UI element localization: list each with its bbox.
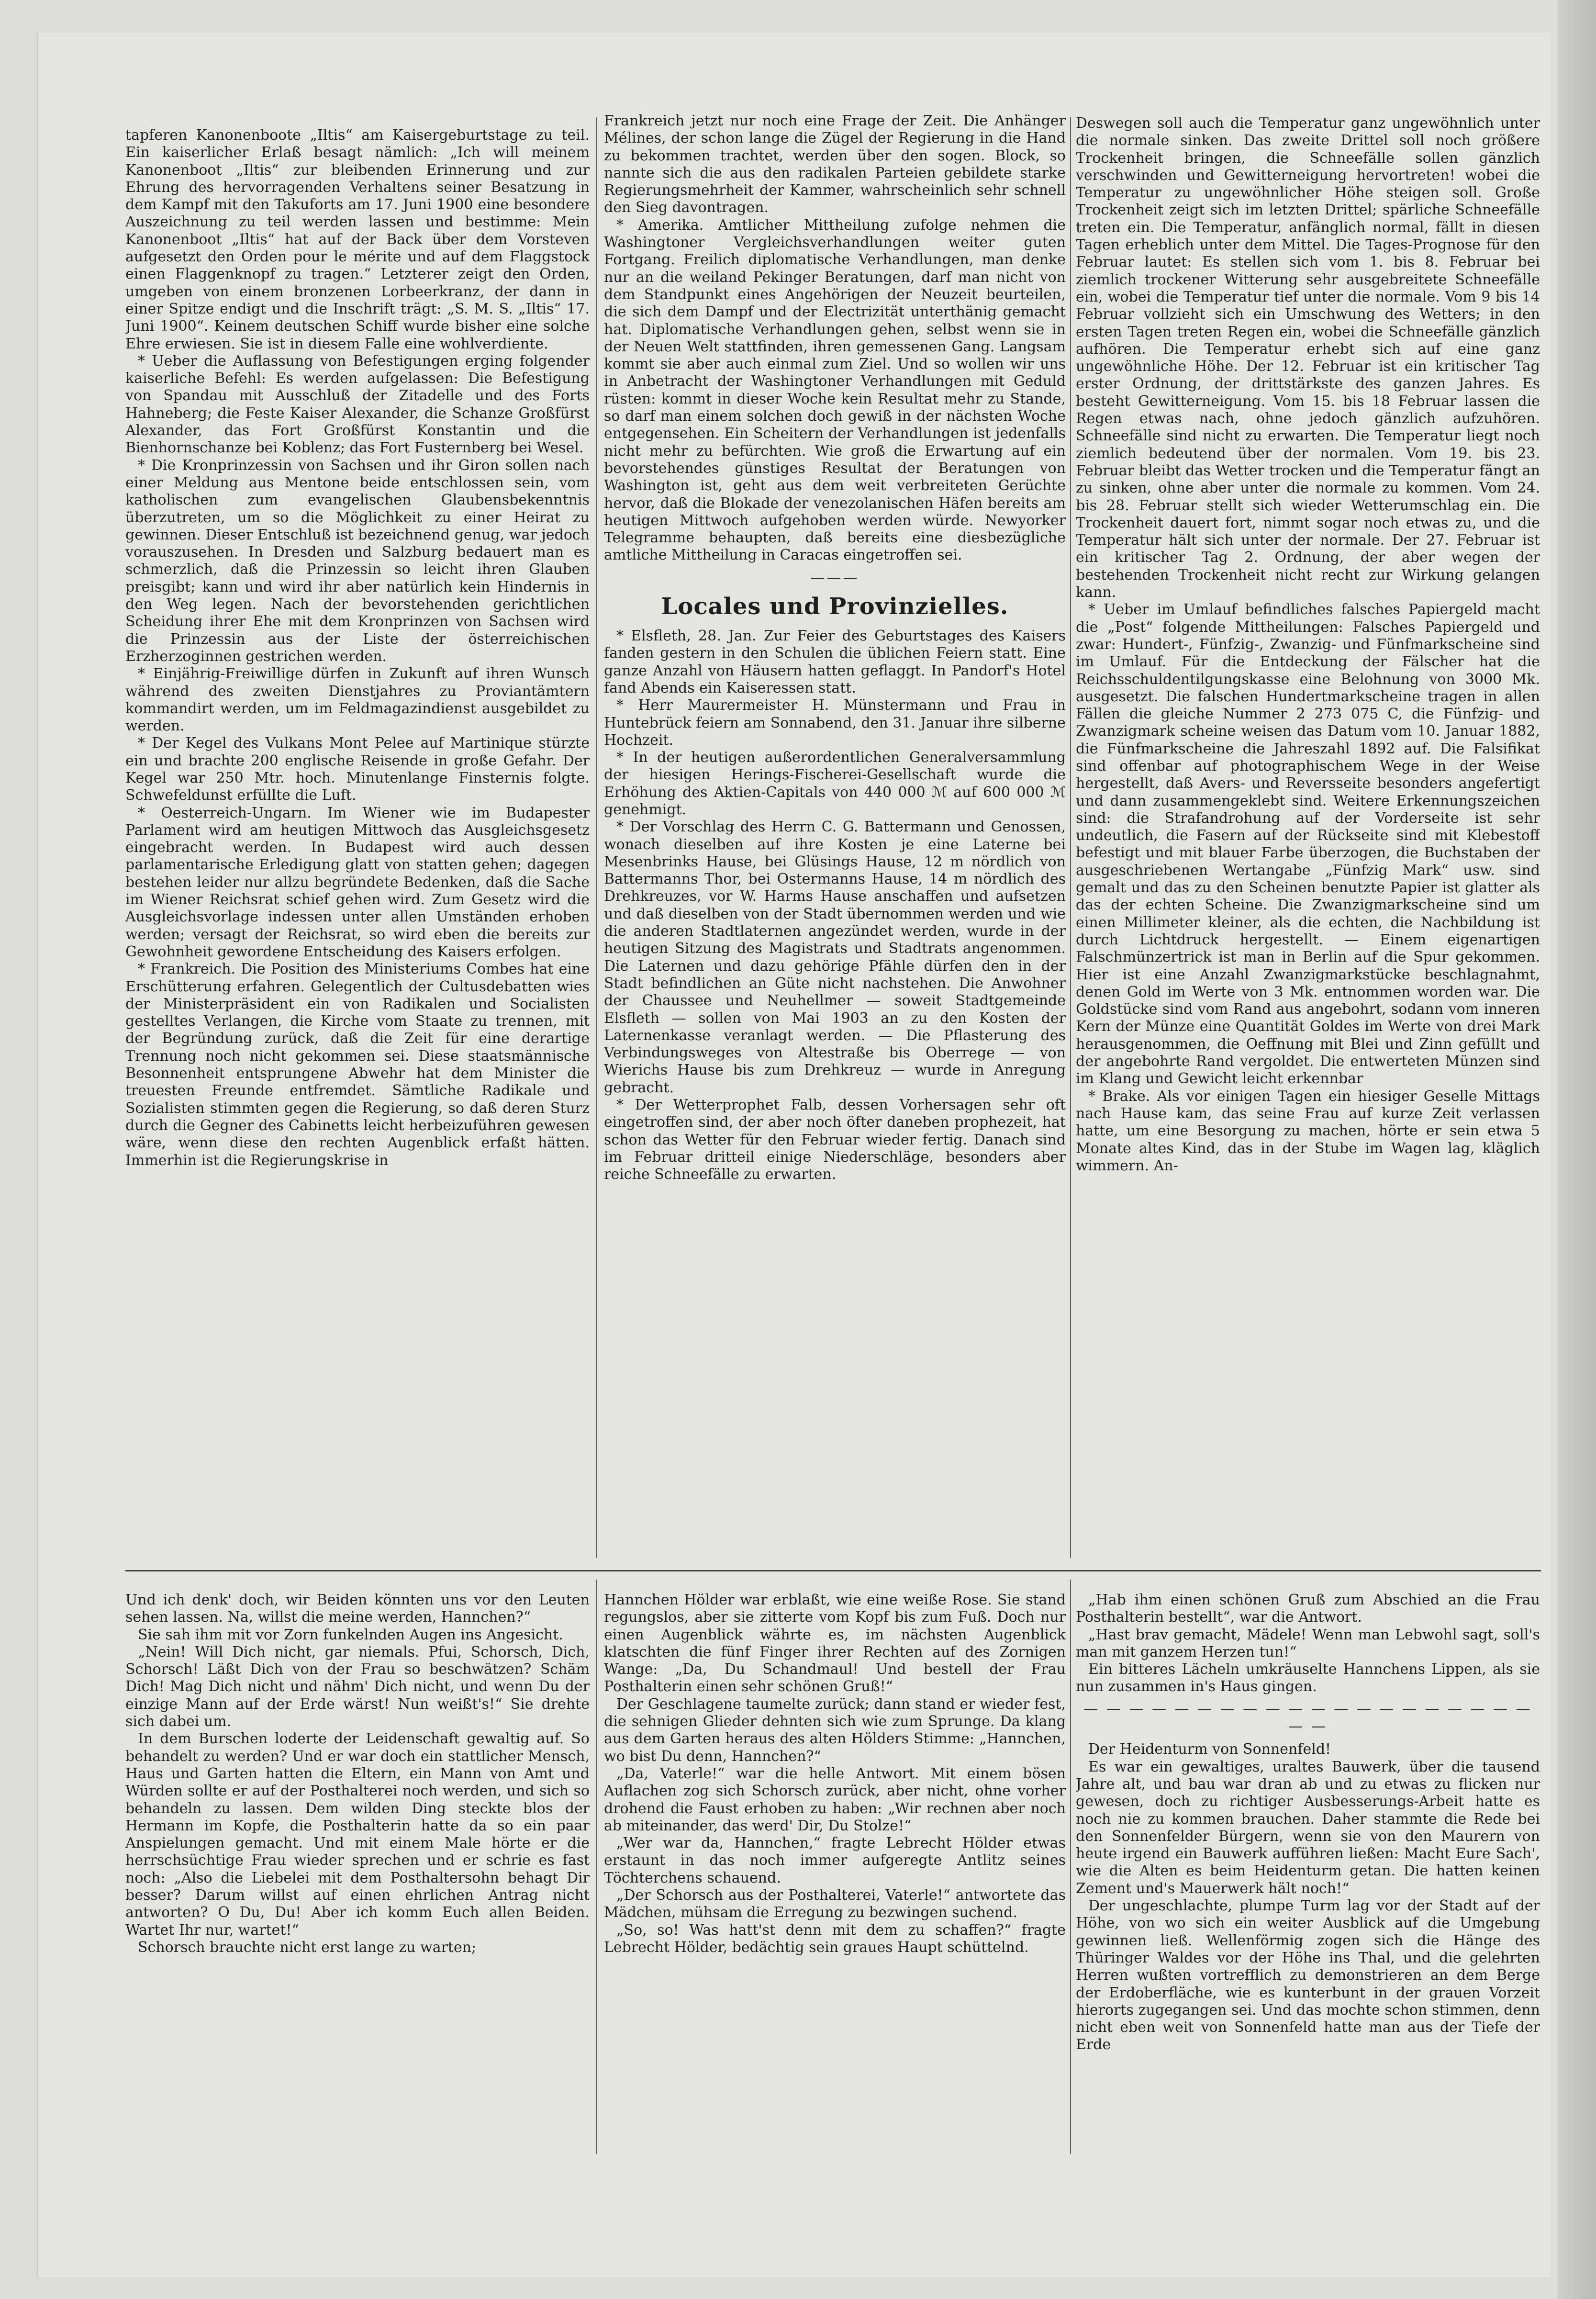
column-rule-2 <box>1070 117 1071 1558</box>
article-falb-wetter: * Der Wetterprophet Falb, dessen Vorhersagen sehr oft eingetroffen sind, der aber noch öfter daneben prophezeit, hat schon das Wetter für den Februar wieder fertig. Danach sind im Februar dritteil einige Niederschläge, besonders aber reiche Schneefälle zu erwarten. <box>604 1097 1066 1183</box>
article-heringsfischerei: * In der heutigen außerordentlichen Generalversammlung der hiesigen Herings-Fischerei-Gesellschaft wurde die Erhöhung des Aktien-Capitals von 440 000 ℳ auf 600 000 ℳ genehmigt. <box>604 749 1066 818</box>
story-paragraph: „Da, Vaterle!“ war die helle Antwort. Mit einem bösen Auflachen zog sich Schorsch zurück, aber nicht, ohne vorher drohend die Faust erhoben zu haben: „Wir rechnen aber noch ab miteinander, das werd' Dir, Du Stolze!“ <box>604 1765 1066 1834</box>
article-iltis: tapferen Kanonenboote „Iltis“ am Kaisergeburtstage zu teil. Ein kaiserlicher Erlaß besagt nämlich: „Ich will meinem Kanonenboot „Iltis“ zur bleibenden Erinnerung und zur Ehrung des hervorragenden Verhaltens seiner Besatzung in dem Kampf mit den Takuforts am 17. Juni 1900 eine besondere Auszeichnung zu teil werden lassen und bestimme: Mein Kanonenboot „Iltis“ hat auf der Back über dem Vorsteven aufgesetzt den Orden pour le mérite und auf dem Flaggstock einen Flaggenknopf zu tragen.“ Letzterer zeigt den Orden, umgeben von einem bronzenen Lorbeerkranz, der dann in einer Spitze endigt und die Inschrift trägt: „S. M. S. „Iltis“ 17. Juni 1900“. Keinem deutschen Schiff wurde bisher eine solche Ehre erwiesen. Sie ist in diesem Falle eine wohlverdiente. <box>125 127 590 352</box>
story-paragraph: Es war ein gewaltiges, uraltes Bauwerk, über die tausend Jahre alt, und bau war dran ab und zu etwas zu flicken nur gewesen, doch zu richtiger Ausbesserungs-Arbeit hatte es noch nie zu kommen brauchen. Daher stammte die Rede bei den Sonnenfelder Bürgern, wenn sie von den Maurern von heute irgend ein Bauwerk aufführen ließen: Macht Eure Sach', wie die Alten es beim Heidenturm getan. Die hatten keinen Zement und's Mauerwerk hält noch!“ <box>1076 1758 1540 1897</box>
feuilleton-column-3 <box>1076 1592 1540 2147</box>
top-column-1 <box>125 127 590 1560</box>
story-paragraph: Der ungeschlachte, plumpe Turm lag vor der Stadt auf der Höhe, von wo sich ein weiter Ausblick auf die Umgebung gewinnen ließ. Wellenförmig zogen sich die Hänge des Thüringer Waldes vor der Höhe ins Thal, und die gelehrten Herren wußten vortrefflich zu demonstrieren an dem Berge der Erdoberfläche, wie es kunterbunt in der grauen Vorzeit hierorts zugegangen sei. Und das mochte schon stimmen, denn nicht eben weit von Sonnenfeld hatte man aus der Tiefe der Erde <box>1076 1897 1540 2053</box>
article-laternen: * Der Vorschlag des Herrn C. G. Battermann und Genossen, wonach dieselben auf ihre Kosten je eine Laterne bei Mesenbrinks Hause, bei Glüsings Hause, 12 m nördlich von Battermanns Thor, bei Ostermanns Hause, 14 m nördlich des Drehkreuzes, vor W. Harms Hause anschaffen und aufsetzen und daß dieselben von der Stadt übernommen werden und wie die anderen Stadtlaternen angezündet werden, wurde in der heutigen Sitzung des Magistrats und Stadtrats angenommen. Die Laternen und dazu gehörige Pfähle dürfen den in der Stadt befindlichen an Güte nicht nachstehen. Die Anwohner der Chaussee und Neuhellmer — soweit Stadtgemeinde Elsfleth — sollen von Mai 1903 an zu den Kosten der Laternenkasse veranlagt werden. — Die Pflasterung des Verbindungsweges von Altestraße bis Oberrege — von Wierichs Hause bis zum Drehkreuz — wurde in Anregung gebracht. <box>604 819 1066 1096</box>
column-rule-1 <box>596 117 597 1558</box>
top-column-2 <box>604 112 1066 1560</box>
top-column-3 <box>1076 115 1540 1560</box>
story-separator: — — — — — — — — — — — — — — — — — — — — — — <box>1083 1700 1532 1735</box>
section-separator: ——— <box>810 569 859 586</box>
article-frankreich-cont: Frankreich jetzt nur noch eine Frage der Zeit. Die Anhänger Mélines, der schon lange die Zügel der Regierung in die Hand zu bekommen trachtet, werden über den sogen. Block, so nannte sich die aus den radikalen Parteien gebildete starke Regierungsmehrheit der Kammer, wahrscheinlich sehr schnell den Sieg davontragen. <box>604 112 1066 216</box>
feuilleton-divider-line <box>125 1570 1541 1571</box>
story-paragraph: Ein bitteres Lächeln umkräuselte Hannchens Lippen, als sie nun zusammen in's Haus gingen. <box>1076 1661 1540 1695</box>
feuilleton-column-1 <box>125 1592 590 2147</box>
column-rule-4 <box>1070 1580 1071 2154</box>
article-kronprinzessin: * Die Kronprinzessin von Sachsen und ihr Giron sollen nach einer Meldung aus Mentone beide entschlossen sein, vom katholischen zum evangelischen Glaubensbekenntnis überzutreten, um so die Möglichkeit zu einer Heirat zu gewinnen. Dieser Entschluß ist bezeichnend genug, war jedoch vorauszusehen. In Dresden und Salzburg bedauert man es schmerzlich, daß die Prinzessin so leicht ihren Glauben preisgibt; kann und wird ihr aber natürlich kein Hindernis in den Weg legen. Nach der bevorstehenden gerichtlichen Scheidung ihrer Ehe mit dem Kronprinzen von Sachsen wird die Prinzessin aus der Liste der österreichischen Erzherzoginnen gestrichen werden. <box>125 457 590 665</box>
story-paragraph: „Der Schorsch aus der Posthalterei, Vaterle!“ antwortete das Mädchen, mühsam die Erregung zu bezwingen suchend. <box>604 1887 1066 1921</box>
story-paragraph: „Wer war da, Hannchen,“ fragte Lebrecht Hölder etwas erstaunt in das noch immer aufgeregte Antlitz seines Töchterchens schauend. <box>604 1835 1066 1886</box>
column-rule-3 <box>596 1580 597 2154</box>
story-paragraph: „Nein! Will Dich nicht, gar niemals. Pfui, Schorsch, Dich, Schorsch! Läßt Dich von der Frau so beschwätzen? Schäm Dich! Mag Dich nicht und nähm' Dich nicht, und wenn Du der einzige Mann auf der Erde wärst! Nun weißt's!“ Sie drehte sich dabei um. <box>125 1643 590 1730</box>
story-paragraph: In dem Burschen loderte der Leidenschaft gewaltig auf. So behandelt zu werden? Und er war doch ein stattlicher Mensch, Haus und Garten hatten die Eltern, ein Mann von Amt und Würden sollte er auf der Posthalterei noch werden, und sich so behandeln zu lassen. Dem wilden Ding steckte blos der Hermann im Kopfe, die Posthalterin hatte da so ein paar Anspielungen gemacht. Und mit einem Male hörte er die herrschsüchtige Frau wieder sprechen und er schrie es fast noch: „Also die Liebelei mit dem Posthaltersohn behagt Dir besser? Darum willst auf einen ehrlichen Antrag nicht antworten? O Du, Du! Aber ich komm Euch allen Beiden. Wartet Ihr nur, wartet!“ <box>125 1730 590 1939</box>
article-mont-pelee: * Der Kegel des Vulkans Mont Pelee auf Martinique stürzte ein und brachte 200 englische Reisende in große Gefahr. Der Kegel war 250 Mtr. hoch. Minutenlange Finsternis folgte. Schwefeldunst erfüllte die Luft. <box>125 735 590 804</box>
page-edge-shadow <box>1558 0 1596 2299</box>
story-paragraph: Sie sah ihm mit vor Zorn funkelnden Augen ins Angesicht. <box>138 1626 563 1643</box>
story-paragraph: Hannchen Hölder war erblaßt, wie eine weiße Rose. Sie stand regungslos, aber sie zitterte vom Kopf bis zum Fuß. Doch nur einen Augenblick währte es, im nächsten Augenblick klatschten die fünf Finger ihrer Rechten auf des Zornigen Wange: „Da, Du Schandmaul! Und bestell der Frau Posthalterin einen sehr schönen Gruß!“ <box>604 1592 1066 1695</box>
article-silberhochzeit: * Herr Maurermeister H. Münstermann und Frau in Huntebrück feiern am Sonnabend, den 31. Januar ihre silberne Hochzeit. <box>604 697 1066 749</box>
story-paragraph: „Hast brav gemacht, Mädele! Wenn man Lebwohl sagt, soll's man mit ganzem Herzen tun!“ <box>1076 1626 1540 1660</box>
story-paragraph: Und ich denk' doch, wir Beiden könnten uns vor den Leuten sehen lassen. Na, willst die meine werden, Hannchen?“ <box>125 1592 590 1626</box>
story-paragraph: Schorsch brauchte nicht erst lange zu warten; <box>138 1939 477 1956</box>
article-brake: * Brake. Als vor einigen Tagen ein hiesiger Geselle Mittags nach Hause kam, das seine Frau auf kurze Zeit verlassen hatte, um eine Besorgung zu machen, hörte er sein etwa 5 Monate altes Kind, das in der Stube im Wagen lag, kläglich wimmern. An- <box>1076 1088 1540 1174</box>
section-heading-locales: Locales und Provinzielles. <box>661 593 1009 620</box>
article-befestigungen: * Ueber die Auflassung von Befestigungen erging folgender kaiserliche Befehl: Es werden aufgelassen: Die Befestigung von Spandau mit Ausschluß der Zitadelle und des Forts Hahneberg; die Feste Kaiser Alexander, die Schanze Großfürst Alexander, das Fort Großfürst Konstantin und die Bienhornschanze bei Koblenz; das Fort Fusternberg bei Wesel. <box>125 352 590 457</box>
feuilleton-column-2 <box>604 1592 1066 2147</box>
article-einjaehrig: * Einjährig-Freiwillige dürfen in Zukunft auf ihren Wunsch während des zweiten Dienstjahres zu Proviantämtern kommandirt werden, um im Feldmagazindienst ausgebildet zu werden. <box>125 665 590 735</box>
article-frankreich: * Frankreich. Die Position des Ministeriums Combes hat eine Erschütterung erfahren. Gelegentlich der Cultusdebatten wies der Ministerpräsident ein von Radikalen und Socialisten gestelltes Verlangen, die Kirche vom Staate zu trennen, mit der Begründung zurück, daß die Zeit für eine derartige Trennung noch nicht gekommen sei. Diese staatsmännische Besonnenheit entsprungene Abwehr hat dem Minister die treuesten Freunde entfremdet. Sämtliche Radikale und Sozialisten stimmten gegen die Regierung, so daß deren Sturz durch die Gegner des Cabinetts leicht herbeizuführen gewesen wäre, wenn diese den rechten Augenblick erfaßt hätten. Immerhin ist die Regierungskrise in <box>125 961 590 1169</box>
article-oesterreich: * Oesterreich-Ungarn. Im Wiener wie im Budapester Parlament wird am heutigen Mittwoch das Ausgleichsgesetz eingebracht werden. In Budapest wird auch dessen parlamentarische Erledigung glatt von statten gehen; dagegen bestehen leider nur allzu begründete Bedenken, daß die Sache im Wiener Reichsrat schief gehen wird. Zum Gesetz wird die Ausgleichsvorlage indessen unter allen Umständen erhoben werden; versagt der Reichsrat, so wird eben die bereits zur Gewohnheit gewordene Entscheidung des Kaisers erfolgen. <box>125 804 590 960</box>
article-falb-cont: Deswegen soll auch die Temperatur ganz ungewöhnlich unter die normale sinken. Das zweite Drittel soll noch größere Trockenheit bringen, die Schneefälle sollen gänzlich verschwinden und Gewitterneigung hervortreten! wobei die Temperatur zu ungewöhnlicher Höhe steigen soll. Große Trockenheit zeigt sich im letzten Drittel; spärliche Schneefälle treten ein. Die Temperatur, anfänglich normal, fällt in diesen Tagen erheblich unter dem Mittel. Die Tages-Prognose für den Februar lautet: Es stellen sich vom 1. bis 8. Februar bei ziemlich trockener Witterung sehr ausgebreitete Schneefälle ein, wobei die Temperatur tief unter die normale. Vom 9 bis 14 Februar vollzieht sich ein Umschwung des Wetters; in den ersten Tagen treten Regen ein, wobei die Schneefälle gänzlich aufhören. Die Temperatur erhebt sich auf eine ganz ungewöhnliche Höhe. Der 12. Februar ist ein kritischer Tag erster Ordnung, der drittstärkste des ganzen Jahres. Es besteht Gewitterneigung. Vom 15. bis 18 Februar lassen die Regen etwas nach, ohne jedoch gänzlich aufzuhören. Schneefälle sind nicht zu erwarten. Die Temperatur liegt noch ziemlich bedeutend über der normalen. Vom 19. bis 23. Februar bleibt das Wetter trocken und die Temperatur fängt an zu sinken, ohne aber unter die normale zu kommen. Vom 24. bis 28. Februar stellt sich wieder Wetterumschlag ein. Die Trockenheit dauert fort, nimmt sogar noch etwas zu, und die Temperatur hält sich unter der normale. Der 27. Februar ist ein kritischer Tag 2. Ordnung, der aber wegen der bestehenden Trockenheit nicht recht zur Wirkung gelangen kann. <box>1076 115 1540 601</box>
article-falsches-papiergeld: * Ueber im Umlauf befindliches falsches Papiergeld macht die „Post“ folgende Mittheilungen: Falsches Papiergeld und zwar: Hundert-, Fünfzig-, Zwanzig- und Fünfmarkscheine sind im Umlauf. Für die Entdeckung der Fälscher hat die Reichsschuldentilgungskasse eine Belohnung von 3000 Mk. ausgesetzt. Die falschen Hundertmarkscheine tragen in allen Fällen die gleiche Nummer 2 273 075 C, die Fünfzig- und Zwanzigmark scheine weisen das Datum vom 10. Januar 1882, die Fünfmarkscheine die Jahreszahl 1892 auf. Die Falsifikat sind offenbar auf photographischem Wege in der Weise hergestellt, daß Avers- und Reversseite besonders angefertigt und dann zusammengeklebt sind. Weitere Erkennungszeichen sind: die Strafandrohung auf der Vorderseite ist sehr undeutlich, die Fasern auf der Rückseite sind mit Klebestoff befestigt und mit blauer Farbe überzogen, die Buchstaben der ausgeschriebenen Wertangabe „Fünfzig Mark“ usw. sind gemalt und das zu den Scheinen benutzte Papier ist glatter als das der echten Scheine. Die Zwanzigmarkscheine sind um einen Millimeter kleiner, als die echten, die Nachbildung ist durch Lichtdruck hergestellt. — Einem eigenartigen Falschmünzertrick ist man in Berlin auf die Spur gekommen. Hier ist eine Anzahl Zwanzigmarkstücke beschlagnahmt, denen Gold im Werte von 3 Mk. entnommen worden war. Die Goldstücke sind vom Rand aus angebohrt, sodann vom inneren Kern der Münze eine Quantität Goldes im Werte von drei Mark herausgenommen, die Oeffnung mit Blei und Zinn gefüllt und der angebohrte Rand vergoldet. Die entwerteten Münzen sind im Klang und Gewicht leicht erkennbar <box>1076 601 1540 1088</box>
article-elsfleth-kaiser: * Elsfleth, 28. Jan. Zur Feier des Geburtstages des Kaisers fanden gestern in den Schulen die üblichen Feiern statt. Eine ganze Anzahl von Häusern hatten geflaggt. In Pandorf's Hotel fand Abends ein Kaiseressen statt. <box>604 628 1066 696</box>
story-paragraph: „So, so! Was hatt'st denn mit dem zu schaffen?“ fragte Lebrecht Hölder, bedächtig sein graues Haupt schüttelnd. <box>604 1921 1066 1956</box>
story-title-line: Der Heidenturm von Sonnenfeld! <box>1088 1741 1331 1758</box>
article-amerika: * Amerika. Amtlicher Mittheilung zufolge nehmen die Washingtoner Vergleichsverhandlungen weiter guten Fortgang. Freilich diplomatische Verhandlungen, man denke nur an die weiland Pekinger Beratungen, darf man nicht von dem Standpunkt eines Angehörigen der Neuzeit beurteilen, die sich dem Dampf und der Electrizität unterthänig gemacht hat. Diplomatische Verhandlungen gehen, selbst wenn sie in der Neuen Welt stattfinden, ihren gemessenen Gang. Langsam kommt sie aber auch einmal zum Ziel. Und so wollen wir uns in Anbetracht der Washingtoner Verhandlungen mit Geduld rüsten: kommt in dieser Woche kein Resultat mehr zu Stande, so darf man einem solchen doch gewiß in der nächsten Woche entgegensehen. Ein Scheitern der Verhandlungen ist jedenfalls nicht mehr zu befürchten. Wie groß die Erwartung auf ein bevorstehendes günstiges Resultat der Beratungen von Washington ist, geht aus dem weit verbreiteten Gerüchte hervor, daß die Blokade der venezolanischen Häfen bereits am heutigen Mittwoch aufgehoben werden würde. Newyorker Telegramme behaupten, daß bereits eine diesbezügliche amtliche Mittheilung in Caracas eingetroffen sei. <box>604 216 1066 564</box>
story-paragraph: „Hab ihm einen schönen Gruß zum Abschied an die Frau Posthalterin bestellt“, war die Antwort. <box>1076 1592 1540 1626</box>
story-paragraph: Der Geschlagene taumelte zurück; dann stand er wieder fest, die sehnigen Glieder dehnten sich wie zum Sprunge. Da klang aus dem Garten heraus des alten Hölders Stimme: „Hannchen, wo bist Du denn, Hannchen?“ <box>604 1695 1066 1765</box>
